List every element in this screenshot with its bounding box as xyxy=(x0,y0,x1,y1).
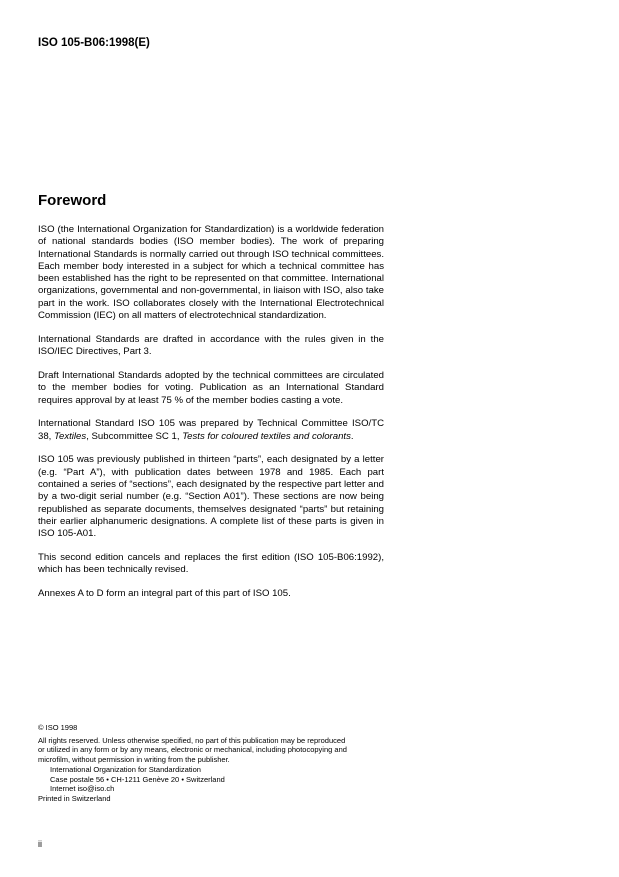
document-id-header: ISO 105-B06:1998(E) xyxy=(38,37,150,49)
internet-address: Internet iso@iso.ch xyxy=(50,784,115,794)
subcommittee-name: Tests for coloured textiles and colorants xyxy=(182,430,351,442)
rights-line-1: All rights reserved. Unless otherwise specified, no part of this publication may be reproduced xyxy=(38,735,346,745)
paragraph-annexes: Annexes A to D form an integral part of this part of ISO 105. xyxy=(38,588,291,600)
text-span: . xyxy=(350,430,354,442)
foreword-title: Foreword xyxy=(38,192,107,209)
printed-in: Printed in Switzerland xyxy=(38,793,111,803)
page-number: ii xyxy=(38,839,42,849)
paragraph-directives: International Standards are drafted in accordance with the rules given in the ISO/IEC Directives, Part 3. xyxy=(38,333,384,358)
copyright-footer xyxy=(38,723,386,804)
text-span: , Subcommittee SC 1, xyxy=(86,430,183,442)
rights-line-2: or utilized in any form or by any means, electronic or mechanical, including photocopying and xyxy=(38,745,347,755)
committee-name: Textiles xyxy=(54,430,87,442)
paragraph-preparation xyxy=(38,418,384,443)
paragraph-history: ISO 105 was previously published in thirteen “parts”, each designated by a letter (e.g. “Part A”), with publication dates between 1978 and 1985. Each part contained a series of “sections”, each designated by the respective part letter and by a two-digit serial number (e.g. “Section A01”). These sections are now being republished as separate documents, themselves designated “parts” but retaining their earlier alphanumeric designations. A complete list of these parts is given in ISO 105-A01. xyxy=(38,454,384,540)
paragraph-iso-intro: ISO (the International Organization for Standardization) is a worldwide federation of national standards bodies (ISO member bodies). The work of preparing International Standards is normally carried out through ISO technical committees. Each member body interested in a subject for which a technical committee has been established has the right to be represented on that committee. International organizations, governmental and non-governmental, in liaison with ISO, also take part in the work. ISO collaborates closely with the International Electrotechnical Commission (IEC) on all matters of electrotechnical standardization. xyxy=(38,224,384,322)
rights-line-3: microfilm, without permission in writing from the publisher. xyxy=(38,755,230,765)
copyright-notice: © ISO 1998 xyxy=(38,723,78,732)
postal-address: Case postale 56 • CH-1211 Genève 20 • Switzerland xyxy=(50,774,225,784)
foreword-body xyxy=(38,224,384,612)
paragraph-edition: This second edition cancels and replaces the first edition (ISO 105-B06:1992), which has been technically revised. xyxy=(38,552,384,576)
paragraph-voting: Draft International Standards adopted by the technical committees are circulated to the member bodies for voting. Publication as an International Standard requires approval by at least 75 % of the member bodies casting a vote. xyxy=(38,369,384,406)
organization-name: International Organization for Standardization xyxy=(50,764,201,774)
text-span: International Standard ISO 105 was prepared by Technical Committee ISO/TC 38, xyxy=(38,418,384,442)
